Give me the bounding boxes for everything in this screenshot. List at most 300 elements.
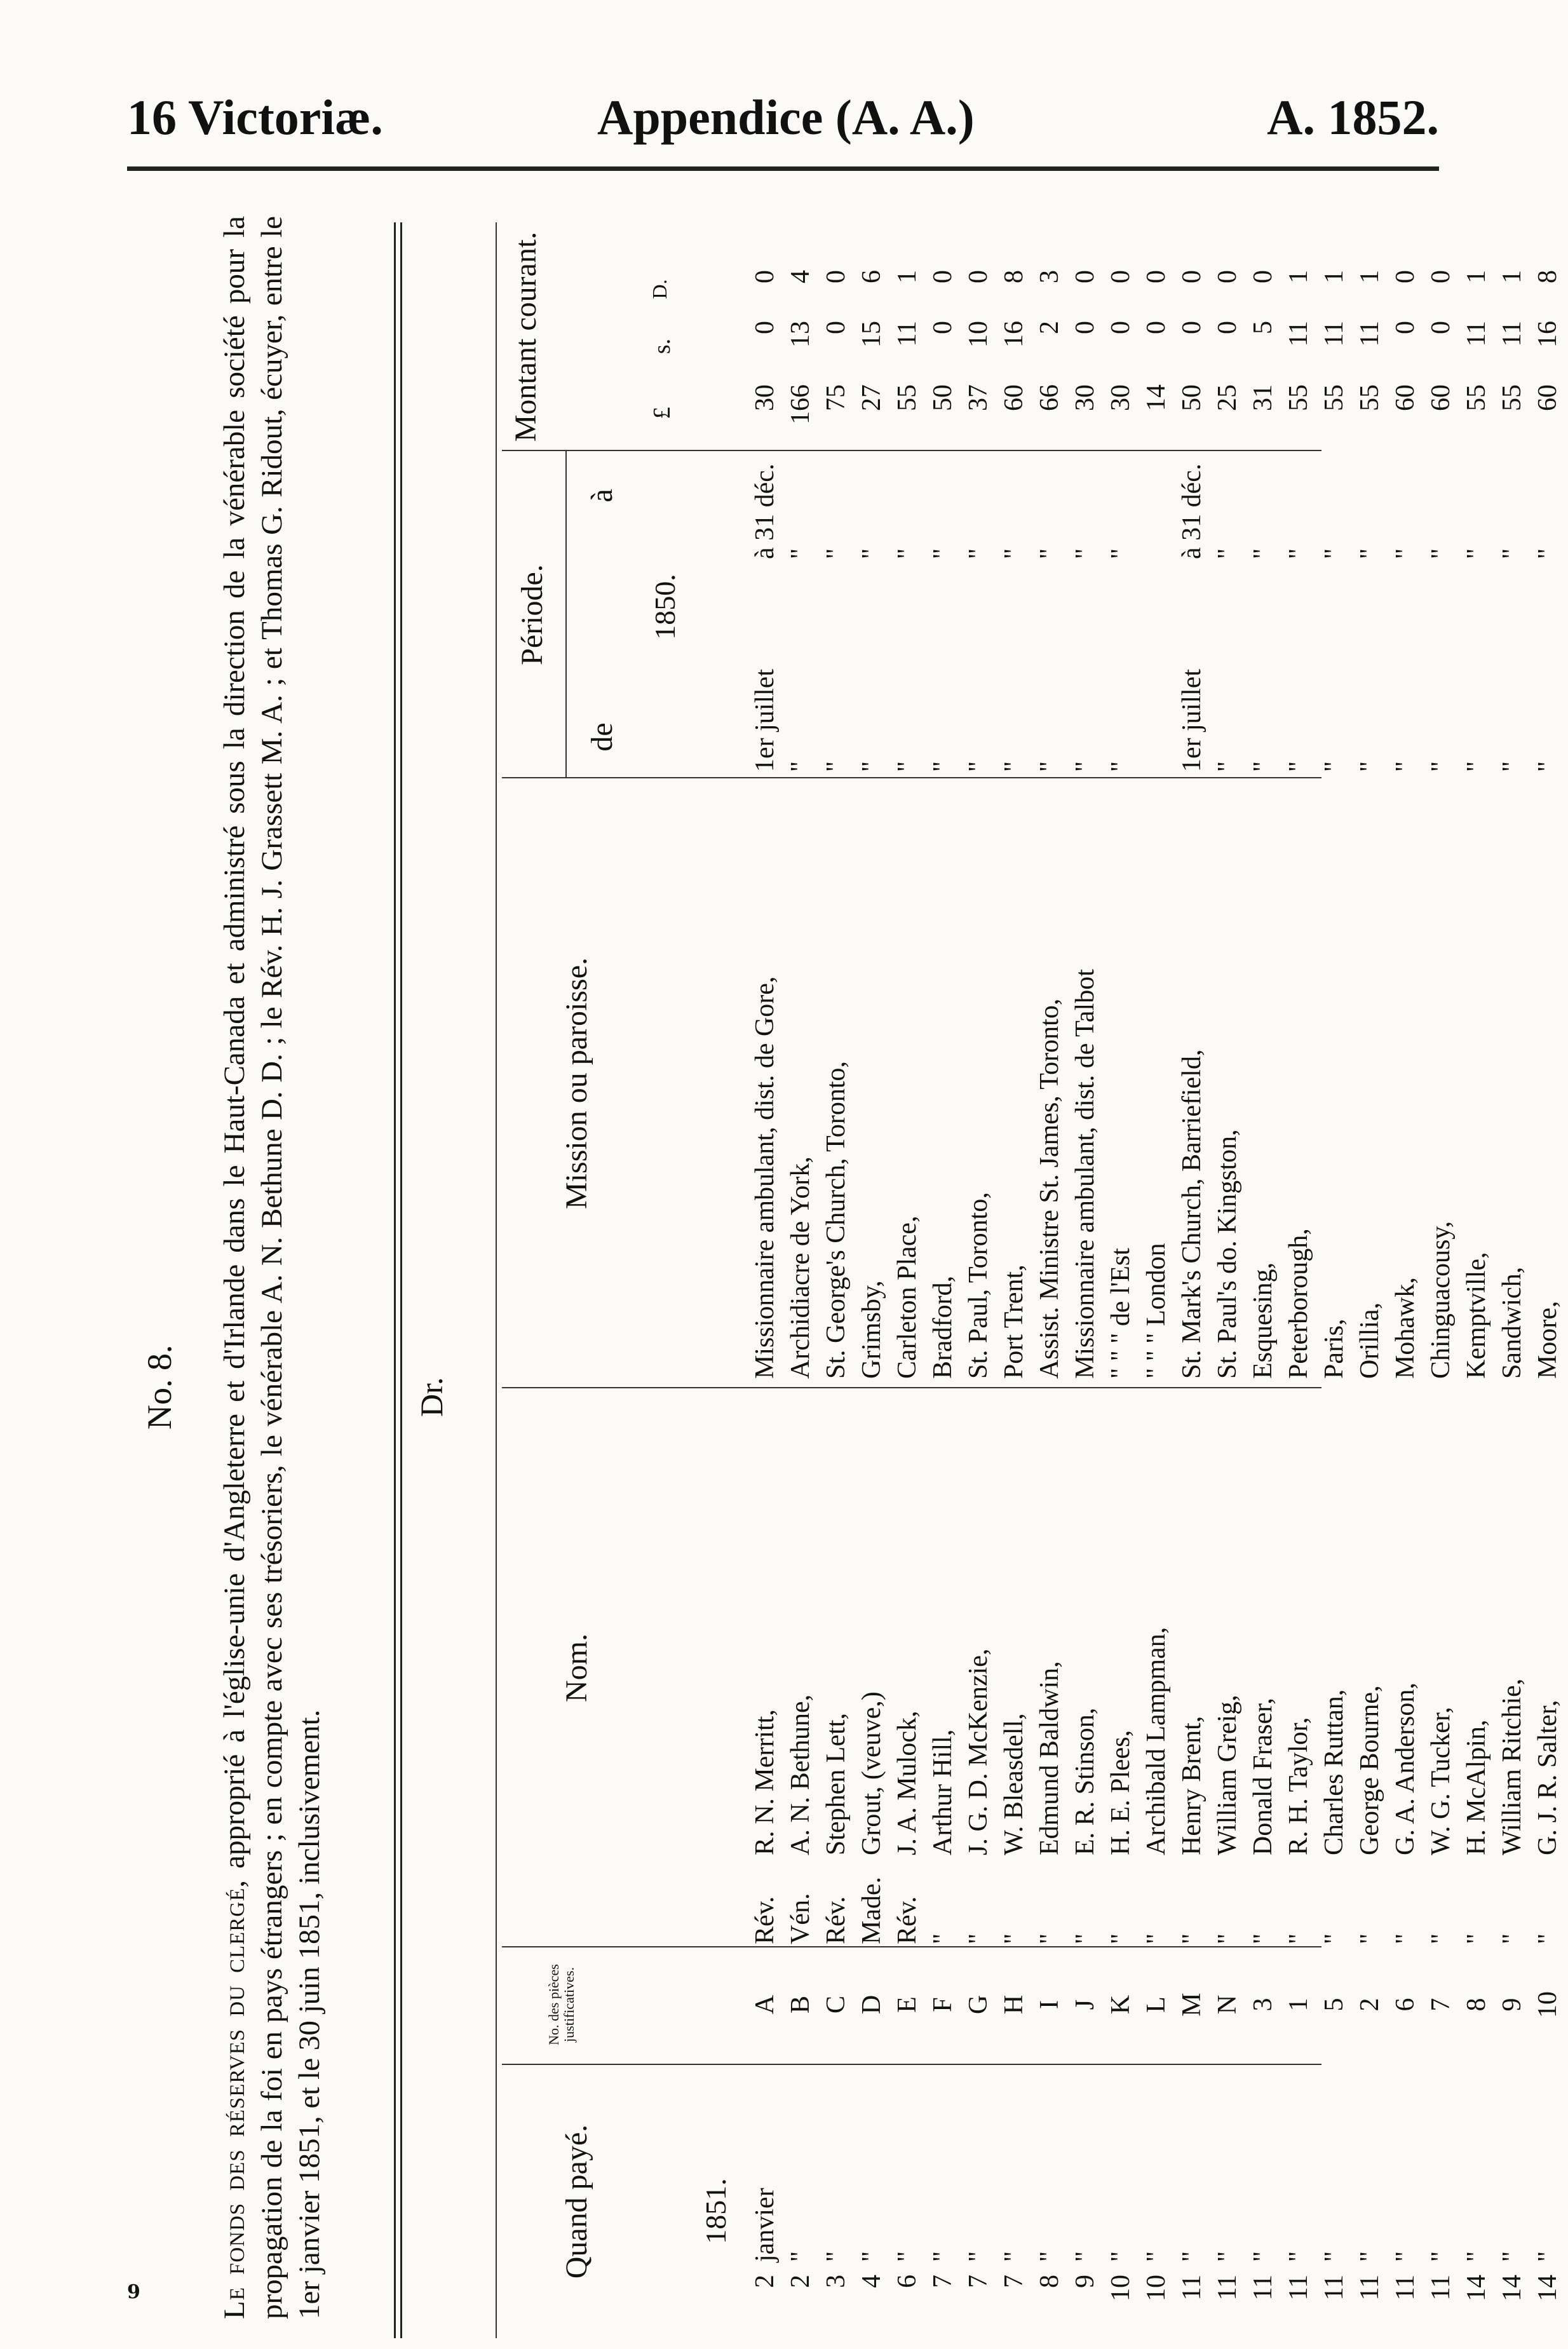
table-row	[963, 222, 999, 2338]
cell-month: "	[1533, 2251, 1562, 2262]
cell-title: "	[1284, 1933, 1313, 1944]
cell-d: 0	[821, 270, 851, 283]
cell-mission: Mohawk,	[1391, 1277, 1420, 1379]
cell-piece: J	[1071, 1999, 1100, 2010]
table-row	[1177, 222, 1212, 2338]
col-periode: Période.	[515, 564, 549, 665]
cell-from: "	[857, 761, 886, 772]
cell-d: 1	[893, 270, 922, 283]
cell-month: "	[928, 2251, 957, 2262]
cell-piece: 3	[1248, 1998, 1278, 2012]
cell-to: "	[1106, 548, 1135, 559]
cell-piece: G	[964, 1994, 993, 2015]
cell-s: 0	[928, 321, 957, 334]
cell-piece: B	[786, 1996, 815, 2014]
cell-day: 11	[1391, 2275, 1420, 2301]
cell-s: 11	[1355, 321, 1384, 347]
cell-s: 0	[1213, 321, 1242, 334]
cell-title: Rév.	[893, 1896, 922, 1944]
cell-title: "	[1497, 1933, 1527, 1944]
cell-s: 11	[1320, 321, 1349, 347]
cell-mission: Sandwich,	[1497, 1266, 1527, 1379]
intro-paragraph	[216, 216, 328, 2319]
cell-month: "	[1391, 2251, 1420, 2262]
table-row	[1212, 222, 1248, 2338]
cell-l: 37	[964, 384, 993, 411]
cell-name: R. H. Taylor,	[1284, 1717, 1313, 1855]
cell-day: 11	[1248, 2275, 1278, 2301]
table-row	[1105, 222, 1141, 2338]
cell-mission: St. Mark's Church, Barriefield,	[1177, 1049, 1206, 1379]
cell-to: "	[893, 548, 922, 559]
cell-l: 60	[1426, 384, 1456, 411]
cell-title: "	[1177, 1933, 1206, 1944]
cell-piece: K	[1106, 1994, 1135, 2015]
cell-from: "	[786, 761, 815, 772]
cell-name: Archibald Lampman,	[1142, 1627, 1171, 1855]
table-top-rule-2	[400, 222, 402, 2338]
cell-s: 0	[1177, 321, 1206, 334]
col-shilling: s.	[649, 338, 675, 355]
cell-to: "	[1284, 548, 1313, 559]
table-row	[1497, 222, 1532, 2338]
cell-piece: 7	[1426, 1998, 1456, 2012]
cell-day: 11	[1213, 2275, 1242, 2301]
cell-day: 10	[1142, 2275, 1171, 2301]
table-row	[821, 222, 856, 2338]
cell-month: "	[1248, 2251, 1278, 2262]
cell-to: à 31 déc.	[1177, 463, 1206, 559]
cell-title: Rév.	[750, 1896, 780, 1944]
cell-name: William Ritchie,	[1497, 1678, 1527, 1855]
cell-name: Donald Fraser,	[1248, 1698, 1278, 1855]
cell-mission: " " " London	[1142, 1243, 1171, 1379]
cell-day: 8	[1035, 2275, 1064, 2288]
col-mission: Mission ou paroisse.	[560, 958, 593, 1209]
cell-piece: 8	[1462, 1998, 1491, 2012]
cell-mission: Missionnaire ambulant, dist. de Talbot	[1071, 969, 1100, 1379]
cell-month: "	[1284, 2251, 1313, 2262]
table-row	[928, 222, 963, 2338]
cell-d: 1	[1284, 270, 1313, 283]
cell-d: 1	[1355, 270, 1384, 283]
cell-piece: F	[928, 1997, 957, 2012]
cell-title: "	[1035, 1933, 1064, 1944]
table-row	[1283, 222, 1319, 2338]
year-paid: 1851.	[700, 2178, 732, 2244]
cell-from: "	[1497, 761, 1527, 772]
cell-month: "	[821, 2251, 851, 2262]
cell-day: 3	[821, 2275, 851, 2288]
cell-d: 0	[1248, 270, 1278, 283]
col-quand-paye: Quand payé.	[560, 2124, 593, 2279]
cell-to: "	[1213, 548, 1242, 559]
cell-from: "	[999, 761, 1029, 772]
cell-mission: Paris,	[1320, 1318, 1349, 1379]
cell-s: 0	[1106, 321, 1135, 334]
header-top-line	[496, 222, 497, 2338]
cell-title: "	[1071, 1933, 1100, 1944]
cell-piece: M	[1177, 1993, 1206, 2017]
cell-title: Vén.	[786, 1893, 815, 1944]
cell-l: 166	[786, 384, 815, 424]
cell-s: 11	[1497, 321, 1527, 347]
cell-month: "	[964, 2251, 993, 2262]
col-periode-de: de	[585, 722, 619, 752]
cell-name: William Greig,	[1213, 1695, 1242, 1855]
cell-mission: Assist. Ministre St. James, Toronto,	[1035, 998, 1064, 1379]
cell-name: G. A. Anderson,	[1391, 1682, 1420, 1855]
cell-to: "	[999, 548, 1029, 559]
cell-mission: St. Paul, Toronto,	[964, 1192, 993, 1379]
cell-l: 55	[1284, 384, 1313, 411]
header-year: A. 1852.	[1267, 90, 1439, 145]
cell-d: 0	[1177, 270, 1206, 283]
cell-to: "	[1533, 548, 1562, 559]
cell-mission: Grimsby,	[857, 1280, 886, 1379]
intro-block	[140, 210, 400, 2319]
rotated-table-page	[140, 197, 1562, 2338]
cell-title: "	[964, 1933, 993, 1944]
cell-name: H. E. Plees,	[1106, 1730, 1135, 1855]
cell-to: à 31 déc.	[750, 463, 780, 559]
cell-d: 3	[1035, 270, 1064, 283]
cell-day: 2	[750, 2275, 780, 2288]
cell-month: "	[1213, 2251, 1242, 2262]
cell-from: "	[1248, 761, 1278, 772]
table-row	[785, 222, 821, 2338]
intro-lead: Le fonds des réserves du clergé	[218, 1887, 251, 2319]
cell-s: 0	[821, 321, 851, 334]
cell-title: Rév.	[821, 1896, 851, 1944]
cell-mission: " " " de l'Est	[1106, 1248, 1135, 1379]
cell-mission: St. George's Church, Toronto,	[821, 1060, 851, 1379]
cell-from: "	[1355, 761, 1384, 772]
cell-s: 11	[893, 321, 922, 347]
cell-mission: Kemptville,	[1462, 1252, 1491, 1379]
cell-l: 50	[1177, 384, 1206, 411]
cell-month: "	[1320, 2251, 1349, 2262]
intro-text: , approprié à l'église-unie d'Angleterre et d'Irlande dans le Haut-Canada et administré sous la direction de la vénérable société pour la propagation de la foi en pays étrangers ; en compte avec ses trésoriers, le vénérable A. N. Bethune D. D. ; le Rév. H. J. Grassett M. A. ; et Thomas G. Ridout, écuyer, entre le 1er janvier 1851, et le 30 juin 1851, inclusivement.	[218, 216, 326, 2319]
cell-piece: E	[893, 1996, 922, 2013]
cell-mission: Esquesing,	[1248, 1262, 1278, 1379]
cell-piece: 5	[1320, 1998, 1349, 2012]
cell-from: "	[1284, 761, 1313, 772]
page-number: 9	[127, 2281, 140, 2303]
col-pound: £	[649, 407, 675, 419]
col-montant: Montant courant.	[509, 231, 543, 442]
cell-d: 0	[1213, 270, 1242, 283]
cell-d: 0	[1142, 270, 1171, 283]
table-row	[1390, 222, 1426, 2338]
accounts-table	[394, 197, 1562, 2338]
cell-s: 13	[786, 321, 815, 348]
header-appendix: Appendice (A. A.)	[597, 90, 975, 145]
cell-d: 6	[857, 270, 886, 283]
cell-mission: Chinguacousy,	[1426, 1221, 1456, 1379]
col-periode-a: à	[585, 489, 619, 503]
cell-mission: Port Trent,	[999, 1264, 1029, 1379]
col-pieces: No. des pièces justificatives.	[546, 1964, 577, 2045]
cell-to: "	[821, 548, 851, 559]
cell-mission: Peterborough,	[1284, 1228, 1313, 1379]
cell-l: 30	[750, 384, 780, 411]
cell-to: "	[928, 548, 957, 559]
cell-s: 0	[1391, 321, 1420, 334]
cell-name: Edmund Baldwin,	[1035, 1661, 1064, 1855]
cell-s: 0	[750, 321, 780, 334]
cell-name: Henry Brent,	[1177, 1716, 1206, 1855]
table-row	[750, 222, 785, 2338]
cell-name: W. Bleasdell,	[999, 1713, 1029, 1855]
cell-day: 9	[1071, 2275, 1100, 2288]
table-row	[856, 222, 892, 2338]
cell-piece: D	[857, 1994, 886, 2015]
cell-month: "	[1071, 2251, 1100, 2262]
cell-l: 55	[1497, 384, 1527, 411]
cell-mission: Bradford,	[928, 1275, 957, 1379]
table-row	[1248, 222, 1283, 2338]
cell-day: 11	[1426, 2275, 1456, 2301]
cell-from: 1er juillet	[1177, 668, 1206, 772]
cell-d: 0	[1391, 270, 1420, 283]
cell-l: 30	[1071, 384, 1100, 411]
cell-from: "	[1462, 761, 1491, 772]
cell-name: J. A. Mulock,	[893, 1710, 922, 1855]
cell-d: 0	[964, 270, 993, 283]
cell-piece: 6	[1391, 1998, 1420, 2012]
cell-from: "	[1213, 761, 1242, 772]
cell-title: "	[1426, 1933, 1456, 1944]
table-row	[1034, 222, 1070, 2338]
cell-piece: 2	[1355, 1998, 1384, 2012]
cell-to: "	[1035, 548, 1064, 559]
cell-name: W. G. Tucker,	[1426, 1707, 1456, 1855]
col-pence: D.	[648, 279, 671, 299]
cell-day: 14	[1497, 2275, 1527, 2301]
header-session: 16 Victoriæ.	[127, 90, 383, 145]
cell-name: Grout, (veuve,)	[857, 1691, 886, 1855]
table-row	[1070, 222, 1105, 2338]
cell-to: "	[1462, 548, 1491, 559]
cell-day: 2	[786, 2275, 815, 2288]
cell-month: "	[999, 2251, 1029, 2262]
cell-day: 11	[1355, 2275, 1384, 2301]
cell-name: H. McAlpin,	[1462, 1719, 1491, 1855]
cell-s: 0	[1426, 321, 1456, 334]
cell-from: "	[1035, 761, 1064, 772]
cell-d: 8	[1533, 270, 1562, 283]
cell-day: 6	[893, 2275, 922, 2288]
cell-d: 4	[786, 270, 815, 283]
cell-name: G. J. R. Salter,	[1533, 1700, 1562, 1855]
cell-d: 0	[1426, 270, 1456, 283]
cell-s: 15	[857, 321, 886, 348]
cell-title: "	[1142, 1933, 1171, 1944]
cell-d: 1	[1320, 270, 1349, 283]
cell-piece: 1	[1284, 1998, 1313, 2012]
cell-to: "	[1391, 548, 1420, 559]
cell-day: 7	[999, 2275, 1029, 2288]
period-subline	[565, 451, 567, 778]
year-period: 1850.	[649, 574, 681, 640]
cell-title: "	[1106, 1933, 1135, 1944]
cell-name: A. N. Bethune,	[786, 1694, 815, 1855]
cell-month: "	[893, 2251, 922, 2262]
cell-s: 5	[1248, 321, 1278, 334]
cell-month: "	[1426, 2251, 1456, 2262]
cell-d: 0	[1071, 270, 1100, 283]
cell-title: "	[1248, 1933, 1278, 1944]
cell-s: 2	[1035, 321, 1064, 334]
cell-title: "	[1533, 1933, 1562, 1944]
cell-from: "	[1106, 761, 1135, 772]
cell-l: 50	[928, 384, 957, 411]
table-row	[1141, 222, 1177, 2338]
cell-to: "	[1355, 548, 1384, 559]
cell-l: 60	[1391, 384, 1420, 411]
cell-to: "	[1071, 548, 1100, 559]
page-header	[127, 76, 1439, 152]
cell-from: "	[1426, 761, 1456, 772]
cell-title: "	[1355, 1933, 1384, 1944]
cell-s: 0	[1071, 321, 1100, 334]
cell-month: "	[1177, 2251, 1206, 2262]
cell-l: 30	[1106, 384, 1135, 411]
cell-month: "	[1462, 2251, 1491, 2262]
table-row	[999, 222, 1034, 2338]
cell-name: E. R. Stinson,	[1071, 1707, 1100, 1855]
cell-name: Charles Ruttan,	[1320, 1689, 1349, 1855]
cell-l: 66	[1035, 384, 1064, 411]
cell-l: 14	[1142, 384, 1171, 411]
cell-day: 10	[1106, 2275, 1135, 2301]
cell-day: 14	[1533, 2275, 1562, 2301]
cell-mission: St. Paul's do. Kingston,	[1213, 1129, 1242, 1379]
cell-mission: Orillia,	[1355, 1302, 1384, 1379]
cell-month: "	[1497, 2251, 1527, 2262]
cell-name: R. N. Merritt,	[750, 1709, 780, 1855]
cell-s: 11	[1462, 321, 1491, 347]
cell-d: 0	[1106, 270, 1135, 283]
cell-s: 10	[964, 321, 993, 348]
cell-month: "	[1106, 2251, 1135, 2262]
cell-from: "	[1071, 761, 1100, 772]
cell-piece: H	[999, 1994, 1029, 2015]
cell-to: "	[1320, 548, 1349, 559]
cell-month: "	[1355, 2251, 1384, 2262]
cell-title: "	[1320, 1933, 1349, 1944]
cell-day: 7	[964, 2275, 993, 2288]
table-row	[892, 222, 928, 2338]
cell-d: 0	[928, 270, 957, 283]
cell-from: "	[928, 761, 957, 772]
cell-d: 1	[1462, 270, 1491, 283]
cell-to: "	[1497, 548, 1527, 559]
cell-from: "	[1320, 761, 1349, 772]
cell-s: 16	[1533, 321, 1562, 348]
cell-l: 25	[1213, 384, 1242, 411]
debit-label: Dr.	[414, 1377, 449, 1417]
cell-l: 60	[1533, 384, 1562, 411]
cell-title: "	[1391, 1933, 1420, 1944]
cell-name: J. G. D. McKenzie,	[964, 1648, 993, 1855]
table-row	[1355, 222, 1390, 2338]
cell-month: "	[857, 2251, 886, 2262]
cell-piece: 10	[1533, 1991, 1562, 2018]
cell-day: 11	[1320, 2275, 1349, 2301]
table-row	[1461, 222, 1497, 2338]
document-number: No. 8.	[140, 1344, 179, 1430]
cell-mission: Missionnaire ambulant, dist. de Gore,	[750, 976, 780, 1379]
cell-l: 27	[857, 384, 886, 411]
table-top-rule	[394, 222, 396, 2338]
cell-title: "	[1213, 1933, 1242, 1944]
cell-month: janvier	[750, 2188, 780, 2262]
cell-day: 11	[1284, 2275, 1313, 2301]
cell-l: 31	[1248, 384, 1278, 411]
cell-from: "	[1391, 761, 1420, 772]
cell-s: 0	[1142, 321, 1171, 334]
cell-to: "	[1248, 548, 1278, 559]
cell-l: 55	[1320, 384, 1349, 411]
cell-to: "	[1426, 548, 1456, 559]
cell-mission: Carleton Place,	[893, 1215, 922, 1379]
col-nom: Nom.	[560, 1634, 593, 1702]
cell-title: Made.	[857, 1876, 886, 1944]
table-row	[1532, 222, 1568, 2338]
cell-from: "	[893, 761, 922, 772]
cell-name: George Bourne,	[1355, 1685, 1384, 1855]
cell-l: 60	[999, 384, 1029, 411]
cell-piece: 9	[1497, 1998, 1527, 2012]
cell-mission: Moore,	[1533, 1301, 1562, 1379]
cell-piece: L	[1142, 1996, 1171, 2013]
cell-day: 11	[1177, 2275, 1206, 2301]
cell-day: 7	[928, 2275, 957, 2288]
cell-name: Arthur Hill,	[928, 1729, 957, 1855]
cell-piece: A	[750, 1994, 780, 2015]
header-rule	[127, 166, 1439, 171]
cell-d: 1	[1497, 270, 1527, 283]
cell-from: "	[1533, 761, 1562, 772]
cell-title: "	[928, 1933, 957, 1944]
cell-from: "	[964, 761, 993, 772]
cell-d: 0	[750, 270, 780, 283]
cell-s: 11	[1284, 321, 1313, 347]
cell-title: "	[1462, 1933, 1491, 1944]
cell-month: "	[786, 2251, 815, 2262]
cell-d: 8	[999, 270, 1029, 283]
cell-title: "	[999, 1933, 1029, 1944]
cell-month: "	[1142, 2251, 1171, 2262]
cell-l: 55	[893, 384, 922, 411]
cell-l: 75	[821, 384, 851, 411]
cell-piece: N	[1213, 1994, 1242, 2015]
cell-l: 55	[1355, 384, 1384, 411]
cell-name: Stephen Lett,	[821, 1713, 851, 1855]
cell-day: 14	[1462, 2275, 1491, 2301]
cell-from: 1er juillet	[750, 668, 780, 772]
cell-s: 16	[999, 321, 1029, 348]
cell-mission: Archidiacre de York,	[786, 1156, 815, 1379]
cell-to: "	[786, 548, 815, 559]
cell-day: 4	[857, 2275, 886, 2288]
table-row	[1319, 222, 1355, 2338]
table-row	[1426, 222, 1461, 2338]
cell-from: "	[821, 761, 851, 772]
cell-l: 55	[1462, 384, 1491, 411]
